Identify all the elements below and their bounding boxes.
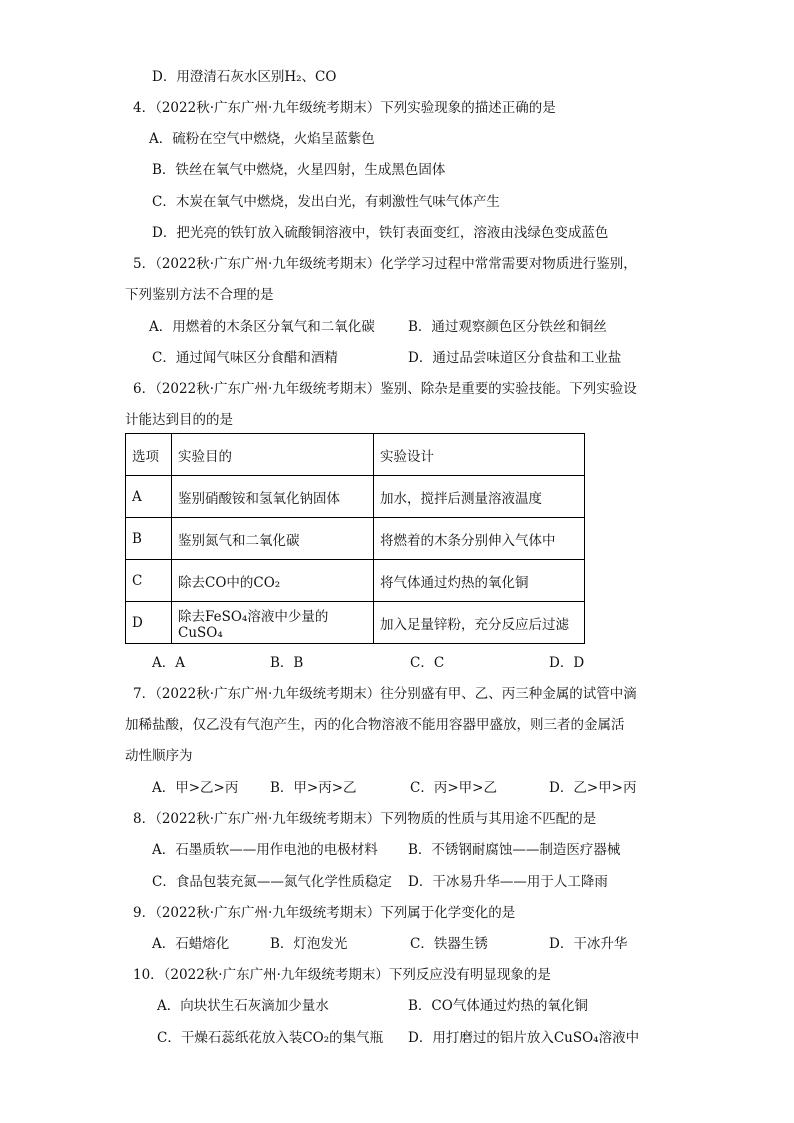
q7-stem-line1: 7．（2022秋·广东广州·九年级统考期末）往分别盛有甲、乙、丙三种金属的试管中滴 xyxy=(133,686,637,702)
q6-stem-line1: 6．（2022秋·广东广州·九年级统考期末）鉴别、除杂是重要的实验技能。下列实验设 xyxy=(133,381,637,397)
table-cell: 将气体通过灼热的氧化铜 xyxy=(374,560,585,602)
q10-option-d: D．用打磨过的铝片放入CuSO₄溶液中 xyxy=(408,1030,640,1046)
q5-stem-line1: 5．（2022秋·广东广州·九年级统考期末）化学学习过程中常常需要对物质进行鉴别， xyxy=(133,256,637,272)
q8-option-d: D．干冰易升华——用于人工降雨 xyxy=(408,874,608,890)
q8-option-b: B．不锈钢耐腐蚀——制造医疗器械 xyxy=(408,842,621,858)
q7-option-d: D．乙>甲>丙 xyxy=(549,780,637,796)
table-cell: B xyxy=(126,518,172,560)
q4-stem: 4．（2022秋·广东广州·九年级统考期末）下列实验现象的描述正确的是 xyxy=(133,100,556,116)
table-cell: 将燃着的木条分别伸入气体中 xyxy=(374,518,585,560)
table-header-cell: 选项 xyxy=(126,434,172,476)
q9-option-d: D．干冰升华 xyxy=(549,936,628,952)
q9-option-b: B．灯泡发光 xyxy=(270,936,348,952)
q10-option-a: A．向块状生石灰滴加少量水 xyxy=(157,998,329,1014)
q4-option-a: A．硫粉在空气中燃烧，火焰呈蓝紫色 xyxy=(149,131,375,147)
q10-stem: 10．（2022秋·广东广州·九年级统考期末）下列反应没有明显现象的是 xyxy=(133,967,551,983)
experiment-table xyxy=(125,433,585,644)
q5-option-d: D．通过品尝味道区分食盐和工业盐 xyxy=(408,350,622,366)
q6-stem-line2: 计能达到目的的是 xyxy=(125,412,233,428)
q7-stem-line3: 动性顺序为 xyxy=(125,748,193,764)
q10-option-c: C．干燥石蕊纸花放入装CO₂的集气瓶 xyxy=(157,1030,384,1046)
q9-option-a: A．石蜡熔化 xyxy=(152,936,230,952)
q7-option-b: B．甲>丙>乙 xyxy=(270,780,357,796)
q5-option-a: A．用燃着的木条区分氧气和二氧化碳 xyxy=(149,319,375,335)
q8-option-c: C．食品包装充氮——氮气化学性质稳定 xyxy=(152,874,392,890)
q7-option-a: A．甲>乙>丙 xyxy=(152,780,239,796)
q6-option-d: D．D xyxy=(549,655,585,671)
q5-option-b: B．通过观察颜色区分铁丝和铜丝 xyxy=(408,319,607,335)
q4-option-b: B．铁丝在氧气中燃烧，火星四射，生成黑色固体 xyxy=(152,162,446,178)
table-cell: 加水，搅拌后测量溶液温度 xyxy=(374,476,585,518)
table-cell: 除去FeSO₄溶液中少量的CuSO₄ xyxy=(172,602,374,644)
table-row xyxy=(126,518,585,560)
q4-option-c: C．木炭在氧气中燃烧，发出白光，有刺激性气味气体产生 xyxy=(152,194,500,210)
table-header-cell: 实验设计 xyxy=(374,434,585,476)
q5-stem-line2: 下列鉴别方法不合理的是 xyxy=(125,287,274,303)
q6-option-a: A．A xyxy=(152,655,185,671)
table-cell: 除去CO中的CO₂ xyxy=(172,560,374,602)
q5-option-c: C．通过闻气味区分食醋和酒精 xyxy=(152,350,338,366)
q6-option-b: B．B xyxy=(270,655,304,671)
q3-option-d: D．用澄清石灰水区别H₂、CO xyxy=(152,69,337,85)
q7-option-c: C．丙>甲>乙 xyxy=(410,780,497,796)
q7-stem-line2: 加稀盐酸，仅乙没有气泡产生，丙的化合物溶液不能用容器甲盛放，则三者的金属活 xyxy=(125,717,625,733)
q8-stem: 8．（2022秋·广东广州·九年级统考期末）下列物质的性质与其用途不匹配的是 xyxy=(133,811,597,827)
q9-stem: 9．（2022秋·广东广州·九年级统考期末）下列属于化学变化的是 xyxy=(133,905,516,921)
q8-option-a: A．石墨质软——用作电池的电极材料 xyxy=(152,842,378,858)
table-cell: 鉴别硝酸铵和氢氧化钠固体 xyxy=(172,476,374,518)
q10-option-b: B．CO气体通过灼热的氧化铜 xyxy=(408,998,588,1014)
table-row xyxy=(126,560,585,602)
q9-option-c: C．铁器生锈 xyxy=(410,936,488,952)
table-cell: 鉴别氮气和二氧化碳 xyxy=(172,518,374,560)
table-row xyxy=(126,602,585,644)
table-row xyxy=(126,476,585,518)
table-cell: D xyxy=(126,602,172,644)
q6-option-c: C．C xyxy=(410,655,445,671)
table-header-row xyxy=(126,434,585,476)
table-cell: A xyxy=(126,476,172,518)
table-header-cell: 实验目的 xyxy=(172,434,374,476)
table-cell: 加入足量锌粉，充分反应后过滤 xyxy=(374,602,585,644)
q4-option-d: D．把光亮的铁钉放入硫酸铜溶液中，铁钉表面变红，溶液由浅绿色变成蓝色 xyxy=(152,225,609,241)
table-cell: C xyxy=(126,560,172,602)
